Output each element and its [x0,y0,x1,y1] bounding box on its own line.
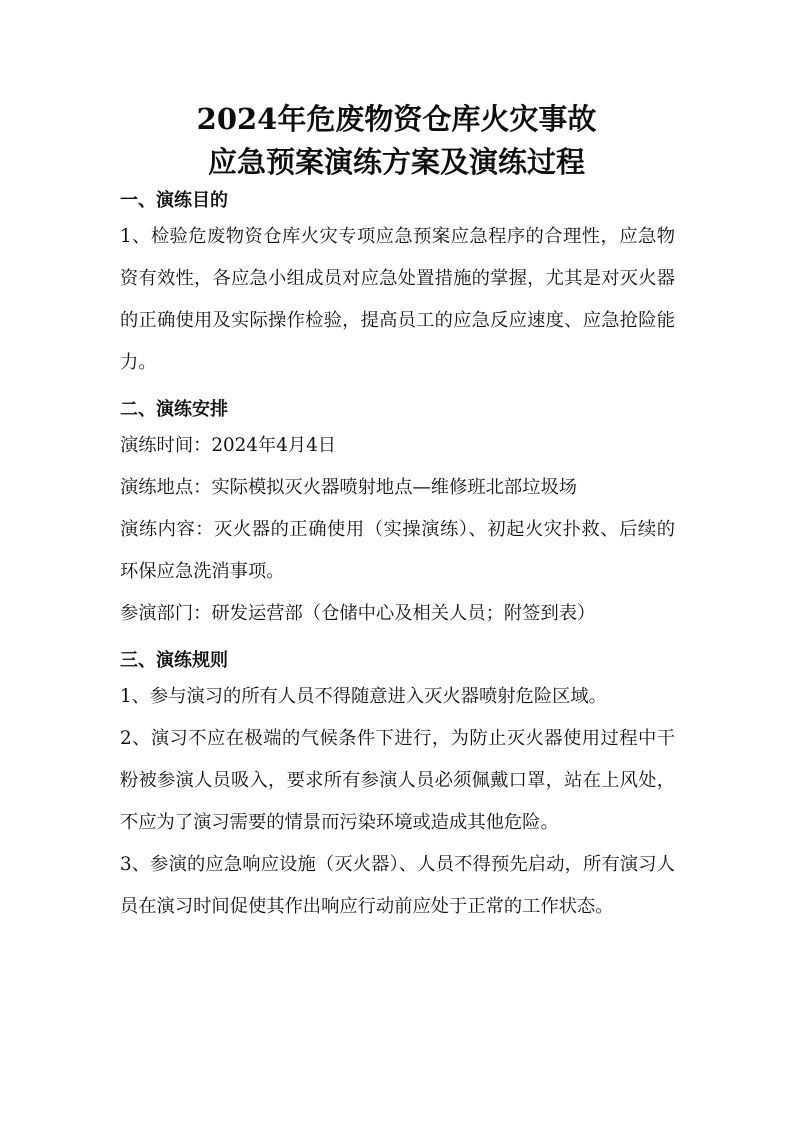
section-heading-purpose: 一、演练目的 [120,190,228,211]
drill-time-label: 演练时间： [120,435,212,456]
drill-department-label: 参演部门： [120,603,212,624]
rule-item-2: 2、演习不应在极端的气候条件下进行，为防止灭火器使用过程中干粉被参演人员吸入，要求所有参演人员必须佩戴口罩，站在上风处，不应为了演习需要的情景而污染环境或造成其他危险。 [120,728,675,833]
drill-department [120,593,675,635]
drill-location-label: 演练地点： [120,477,212,498]
drill-content [120,509,675,593]
drill-content-label: 演练内容： [120,519,215,540]
rule-item-3: 3、参演的应急响应设施（灭火器）、人员不得预先启动，所有演习人员在演习时间促使其作出响应行动前应处于正常的工作状态。 [120,854,675,917]
section-heading-rules: 三、演练规则 [120,650,228,671]
drill-department-value: 研发运营部（仓储中心及相关人员；附签到表） [211,603,596,624]
drill-time-value: 2024年4月4日 [211,435,337,456]
title-line-1: 2024年危废物资仓库火灾事故 [196,102,597,136]
section-heading-arrangement: 二、演练安排 [120,399,228,420]
document-body [120,186,675,928]
drill-location-value: 实际模拟灭火器喷射地点—维修班北部垃圾场 [211,477,578,498]
drill-location [120,467,675,509]
rule-item-1: 1、参与演习的所有人员不得随意进入灭火器喷射危险区域。 [120,686,607,707]
purpose-paragraph: 1、检验危废物资仓库火灾专项应急预案应急程序的合理性，应急物资有效性，各应急小组成员对应急处置措施的掌握，尤其是对灭火器的正确使用及实际操作检验，提高员工的应急反应速度、应急抢险能力。 [120,226,675,373]
drill-content-value: 灭火器的正确使用（实操演练）、初起火灾扑救、后续的环保应急洗消事项。 [120,519,676,582]
title-line-2: 应急预案演练方案及演练过程 [207,145,585,179]
drill-time [120,425,675,467]
